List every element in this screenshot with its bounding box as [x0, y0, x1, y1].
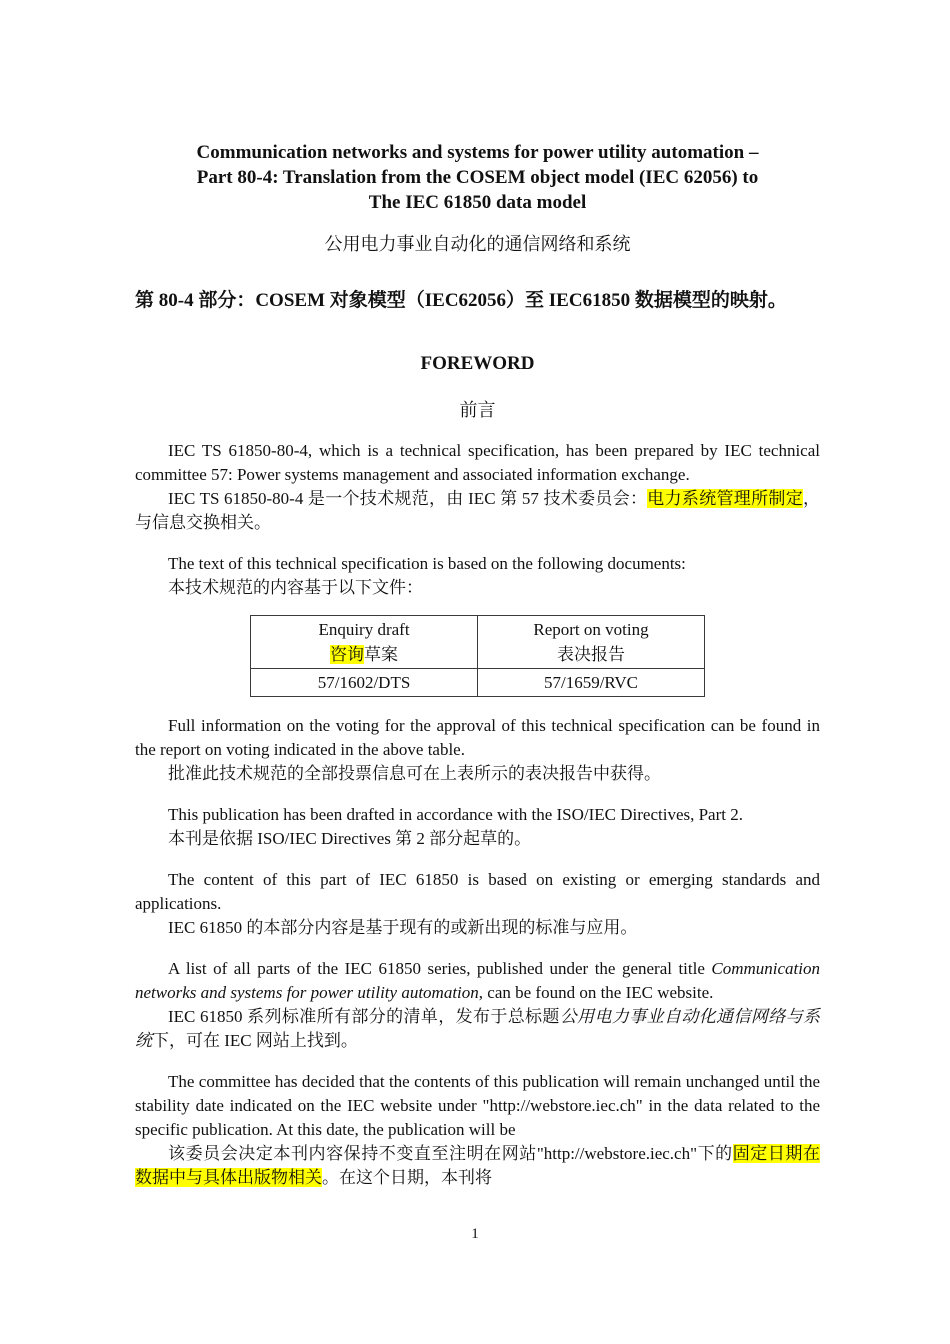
text-run: IEC 61850 的本部分内容是基于现有的或新出现的标准与应用。 — [168, 918, 638, 937]
table-header-report-on-voting-en: Report on voting — [533, 620, 649, 639]
text-run: 本技术规范的内容基于以下文件： — [168, 578, 423, 597]
voting-documents-table — [250, 615, 705, 697]
paragraph-en — [135, 868, 820, 916]
paragraph-en — [135, 803, 820, 827]
table-header-enquiry-draft-en: Enquiry draft — [318, 620, 410, 639]
document-title-en-line-1: Communication networks and systems for power utility automation – — [196, 142, 759, 163]
paragraph-zh — [135, 1142, 820, 1190]
highlighted-text: 咨询 — [330, 645, 364, 664]
text-run: , can be found on the IEC website. — [478, 983, 714, 1002]
paragraph-en — [135, 439, 820, 487]
paragraph-zh — [135, 827, 820, 851]
part-heading-zh: 第 80-4 部分：COSEM 对象模型（IEC62056）至 IEC61850 数据模型的映射。 — [135, 290, 787, 311]
italic-text: 公用电力事业自动化通信网络与系统 — [135, 1007, 821, 1050]
table-value-row — [251, 669, 705, 697]
paragraph-en — [135, 552, 820, 576]
text-run: 本刊是依据 ISO/IEC Directives 第 2 部分起草的。 — [168, 829, 532, 848]
paragraph-zh — [135, 916, 820, 940]
foreword-heading-zh: 前言 — [459, 400, 496, 420]
table-header-enquiry-draft-zh — [257, 642, 471, 667]
text-run: IEC TS 61850-80-4, which is a technical specification, has been prepared by IEC technical committee 57: Power systems management and associated information exchange. — [135, 441, 820, 484]
text-run: IEC TS 61850-80-4 是一个技术规范，由 IEC 第 57 技术委员会： — [168, 489, 648, 508]
text-run: 该委员会决定本刊内容保持不变直至注明在网站"http://webstore.iec.ch"下的 — [168, 1144, 733, 1163]
paragraph-block — [135, 552, 820, 600]
table-header-report-on-voting-zh — [484, 642, 698, 667]
paragraph-zh — [135, 576, 820, 600]
table-cell-report-on-voting-number: 57/1659/RVC — [478, 669, 705, 697]
paragraph-zh — [135, 762, 820, 786]
text-run: 表决报告 — [557, 645, 625, 664]
text-run: ，与信息交换相关。 — [135, 489, 821, 532]
paragraph-block — [135, 957, 820, 1053]
document-title-zh: 公用电力事业自动化的通信网络和系统 — [324, 234, 631, 254]
paragraph-block — [135, 439, 820, 535]
highlighted-text: 固定日期在数据中与具体出版物相关 — [135, 1144, 820, 1187]
text-run: 草案 — [364, 645, 398, 664]
paragraph-block — [135, 1070, 820, 1190]
text-run: 下，可在 IEC 网站上找到。 — [152, 1031, 358, 1050]
paragraph-block — [135, 714, 820, 786]
text-run: The committee has decided that the contents of this publication will remain unchanged until the stability date indicated on the IEC website under "http://webstore.iec.ch" in the data related to the specific publication. At this date, the publication will be — [135, 1072, 820, 1139]
text-run: Full information on the voting for the approval of this technical specification can be found in the report on voting indicated in the above table. — [135, 716, 820, 759]
text-run: The text of this technical specification is based on the following documents: — [168, 554, 686, 573]
text-run: A list of all parts of the IEC 61850 series, published under the general title — [168, 959, 712, 978]
table-header-enquiry-draft — [251, 616, 478, 669]
paragraph-zh — [135, 1005, 820, 1053]
text-run: The content of this part of IEC 61850 is based on existing or emerging standards and applications. — [135, 870, 820, 913]
paragraph-block — [135, 803, 820, 851]
paragraph-en — [135, 714, 820, 762]
foreword-heading-en: FOREWORD — [420, 353, 535, 374]
text-run: IEC 61850 系列标准所有部分的清单，发布于总标题 — [168, 1007, 560, 1026]
document-title-en-line-2: Part 80-4: Translation from the COSEM object model (IEC 62056) to — [196, 167, 759, 188]
foreword-paragraphs-bottom — [135, 714, 820, 1190]
table-cell-enquiry-draft-number: 57/1602/DTS — [251, 669, 478, 697]
text-run: This publication has been drafted in accordance with the ISO/IEC Directives, Part 2. — [168, 805, 743, 824]
table-header-report-on-voting — [478, 616, 705, 669]
foreword-paragraphs-top — [135, 439, 820, 600]
italic-text: Communication networks and systems for power utility automation — [135, 959, 820, 1002]
table-header-row — [251, 616, 705, 669]
page-number: 1 — [471, 1226, 479, 1242]
text-run: 批准此技术规范的全部投票信息可在上表所示的表决报告中获得。 — [168, 764, 661, 783]
text-run: 。在这个日期，本刊将 — [322, 1168, 492, 1187]
paragraph-zh — [135, 487, 820, 535]
paragraph-en — [135, 1070, 820, 1142]
paragraph-en — [135, 957, 820, 1005]
highlighted-text: 电力系统管理所制定 — [647, 489, 804, 508]
paragraph-block — [135, 868, 820, 940]
document-title-en-line-3: The IEC 61850 data model — [368, 192, 587, 213]
